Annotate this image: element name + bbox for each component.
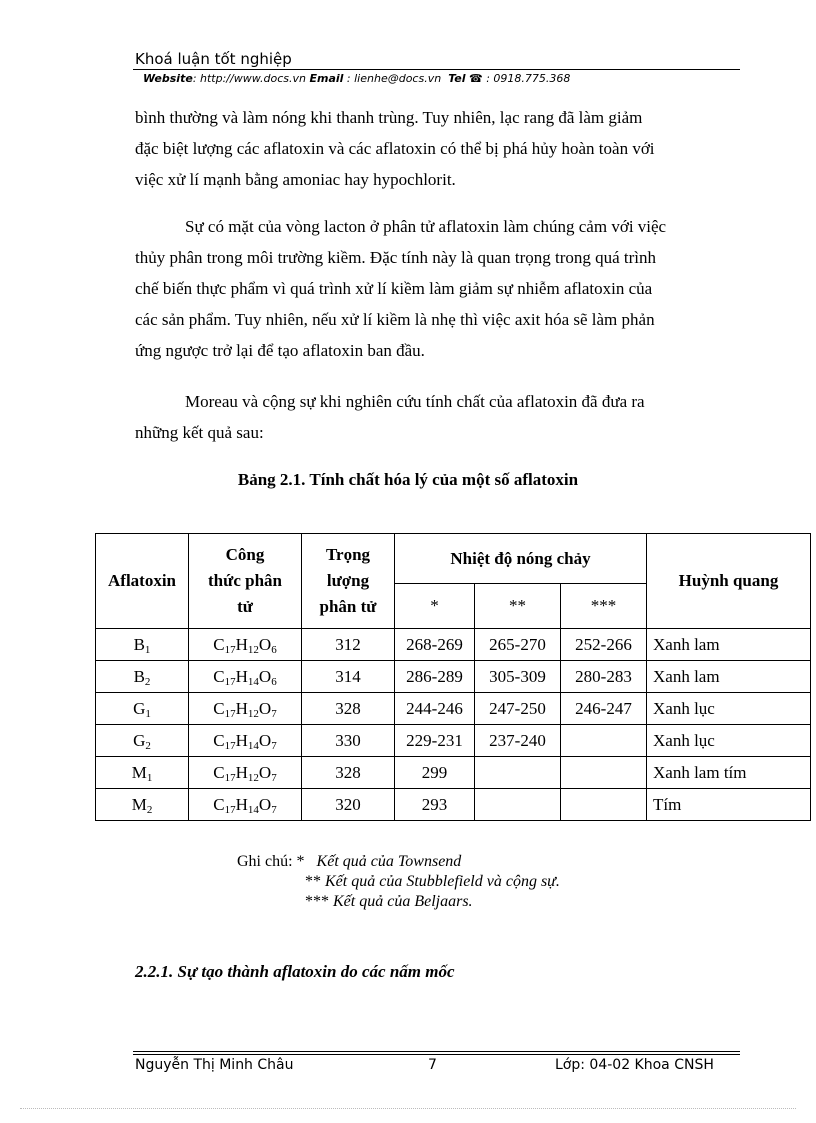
note-1 (237, 852, 560, 872)
page-bottom-divider (20, 1108, 796, 1109)
text-line: Sự có mặt của vòng lacton ở phân tử aflatoxin làm chúng cảm với việc (185, 217, 667, 236)
subscript: 12 (247, 643, 259, 656)
aflatoxin-name: G (133, 730, 146, 750)
cell-weight: 314 (302, 661, 395, 693)
header-melting-3: *** (561, 584, 647, 629)
cell-melting-1: 268-269 (395, 629, 475, 661)
cell-formula (189, 629, 302, 661)
text-line: đặc biệt lượng các aflatoxin và các aflatoxin có thể bị phá hủy hoàn toàn với (135, 139, 655, 158)
text-line: việc xử lí mạnh bằng amoniac hay hypochlorit. (135, 170, 456, 189)
cell-aflatoxin (96, 725, 189, 757)
cell-melting-1: 293 (395, 789, 475, 821)
header-melting: Nhiệt độ nóng chảy (395, 534, 647, 584)
formula-part: O (258, 794, 272, 814)
formula-part: O (258, 730, 272, 750)
subscript: 14 (247, 739, 259, 752)
paragraph-1 (135, 102, 740, 195)
cell-melting-3: 252-266 (561, 629, 647, 661)
note-text: Kết quả của Beljaars. (333, 893, 473, 910)
note-text: Kết quả của Stubblefield và cộng sự. (325, 873, 560, 890)
table-row (96, 693, 811, 725)
header-text: tử (237, 597, 253, 616)
subscript: 17 (224, 771, 236, 784)
text-line: những kết quả sau: (135, 423, 264, 442)
text-line: Moreau và cộng sự khi nghiên cứu tính chất của aflatoxin đã đưa ra (185, 392, 645, 411)
header-weight (302, 534, 395, 629)
formula-part: O (258, 634, 272, 654)
website-label: Website (143, 72, 193, 85)
cell-melting-1: 229-231 (395, 725, 475, 757)
aflatoxin-properties-table (95, 533, 811, 821)
cell-melting-3: 280-283 (561, 661, 647, 693)
cell-melting-3: 246-247 (561, 693, 647, 725)
cell-melting-2: 247-250 (475, 693, 561, 725)
page-number: 7 (428, 1057, 437, 1073)
email-link[interactable]: : lienhe@docs.vn (343, 72, 442, 85)
cell-fluorescence: Xanh lục (647, 693, 811, 725)
subscript: 12 (247, 707, 259, 720)
subscript: 2 (145, 739, 151, 752)
table-row (96, 661, 811, 693)
table-row (96, 725, 811, 757)
formula-part: H (235, 730, 248, 750)
cell-melting-1: 286-289 (395, 661, 475, 693)
cell-melting-1: 299 (395, 757, 475, 789)
subscript: 17 (224, 803, 236, 816)
cell-melting-2 (475, 789, 561, 821)
formula-part: C (213, 666, 225, 686)
text-line: bình thường và làm nóng khi thanh trùng. Tuy nhiên, lạc rang đã làm giảm (135, 108, 643, 127)
cell-weight: 320 (302, 789, 395, 821)
cell-melting-3 (561, 757, 647, 789)
header-text: phân tử (319, 597, 377, 616)
footer-author: Nguyễn Thị Minh Châu (135, 1057, 294, 1073)
subscript: 17 (224, 675, 236, 688)
cell-formula (189, 693, 302, 725)
note-mark: *** (305, 893, 329, 910)
cell-weight: 312 (302, 629, 395, 661)
table-caption: Bảng 2.1. Tính chất hóa lý của một số aflatoxin (237, 470, 579, 489)
cell-melting-1: 244-246 (395, 693, 475, 725)
cell-formula (189, 757, 302, 789)
cell-melting-2: 265-270 (475, 629, 561, 661)
note-text: Kết quả của Townsend (316, 853, 462, 870)
section-heading: 2.2.1. Sự tạo thành aflatoxin do các nấm mốc (135, 962, 455, 981)
formula-part: H (235, 794, 248, 814)
subscript: 1 (145, 707, 151, 720)
cell-weight: 330 (302, 725, 395, 757)
subscript: 12 (247, 771, 259, 784)
cell-melting-3 (561, 725, 647, 757)
header-rule (133, 69, 740, 70)
cell-fluorescence: Xanh lam tím (647, 757, 811, 789)
cell-melting-2 (475, 757, 561, 789)
paragraph-3 (135, 386, 740, 448)
cell-weight: 328 (302, 693, 395, 725)
aflatoxin-name: G (133, 698, 146, 718)
header-text: Công (225, 545, 265, 564)
note-3 (237, 892, 560, 912)
notes-label: Ghi chú: (237, 853, 297, 870)
cell-melting-3 (561, 789, 647, 821)
footer-rule (133, 1051, 740, 1052)
subscript: 1 (144, 643, 151, 656)
header-melting-1: * (395, 584, 475, 629)
subscript: 7 (271, 771, 277, 784)
subscript: 14 (247, 803, 259, 816)
cell-fluorescence: Xanh lam (647, 661, 811, 693)
subscript: 17 (224, 739, 236, 752)
formula-part: H (235, 762, 248, 782)
subscript: 17 (224, 643, 236, 656)
text-line: thủy phân trong môi trường kiềm. Đặc tính này là quan trọng trong quá trình (135, 248, 657, 267)
formula-part: C (213, 698, 225, 718)
cell-formula (189, 725, 302, 757)
formula-part: C (213, 730, 225, 750)
table-row (96, 789, 811, 821)
cell-formula (189, 661, 302, 693)
cell-weight: 328 (302, 757, 395, 789)
subscript: 7 (271, 739, 277, 752)
cell-formula (189, 789, 302, 821)
table-notes (237, 852, 560, 912)
formula-part: C (213, 762, 225, 782)
cell-fluorescence: Xanh lam (647, 629, 811, 661)
footer-class: Lớp: 04-02 Khoa CNSH (555, 1057, 714, 1073)
table-row (96, 629, 811, 661)
formula-part: H (235, 698, 248, 718)
email-label: Email (309, 72, 344, 85)
subscript: 2 (146, 803, 153, 816)
note-mark: ** (305, 873, 321, 890)
cell-melting-2: 237-240 (475, 725, 561, 757)
aflatoxin-name: B (133, 666, 145, 686)
subscript: 6 (271, 643, 277, 656)
formula-part: O (258, 666, 272, 686)
table-row (96, 757, 811, 789)
header-formula (189, 534, 302, 629)
subscript: 17 (224, 707, 236, 720)
paragraph-2 (135, 211, 740, 366)
tel-label: Tel (448, 72, 466, 85)
header-text: lượng (326, 571, 370, 590)
note-mark: * (296, 853, 305, 870)
formula-part: O (258, 762, 272, 782)
text-line: chế biến thực phẩm vì quá trình xử lí kiềm làm giảm sự nhiễm aflatoxin của (135, 279, 653, 298)
text-line: ứng ngược trở lại để tạo aflatoxin ban đầu. (135, 341, 425, 360)
cell-fluorescence: Xanh lục (647, 725, 811, 757)
header-melting-2: ** (475, 584, 561, 629)
formula-part: C (213, 794, 225, 814)
footer-rule (133, 1054, 740, 1055)
cell-aflatoxin (96, 789, 189, 821)
cell-aflatoxin (96, 757, 189, 789)
header-text: Trọng (325, 545, 371, 564)
cell-aflatoxin (96, 629, 189, 661)
header-fluorescence: Huỳnh quang (647, 534, 811, 629)
aflatoxin-name: B (133, 634, 145, 654)
cell-fluorescence: Tím (647, 789, 811, 821)
subscript: 1 (146, 771, 153, 784)
cell-melting-2: 305-309 (475, 661, 561, 693)
cell-aflatoxin (96, 661, 189, 693)
note-2 (237, 872, 560, 892)
formula-part: O (258, 698, 272, 718)
header-contact (143, 72, 570, 85)
cell-aflatoxin (96, 693, 189, 725)
formula-part: H (235, 666, 248, 686)
header-aflatoxin: Aflatoxin (96, 534, 189, 629)
header-text: thức phân (208, 571, 282, 590)
formula-part: H (235, 634, 248, 654)
subscript: 7 (271, 803, 277, 816)
subscript: 2 (144, 675, 151, 688)
subscript: 7 (271, 707, 277, 720)
website-link[interactable]: : http://www.docs.vn (192, 72, 306, 85)
aflatoxin-name: M (131, 762, 147, 782)
formula-part: C (213, 634, 225, 654)
text-line: các sản phẩm. Tuy nhiên, nếu xử lí kiềm là nhẹ thì việc axit hóa sẽ làm phản (135, 310, 655, 329)
header-title: Khoá luận tốt nghiệp (135, 50, 292, 68)
subscript: 6 (271, 675, 277, 688)
aflatoxin-name: M (131, 794, 147, 814)
subscript: 14 (247, 675, 259, 688)
tel-value: ☎ : 0918.775.368 (469, 72, 571, 85)
